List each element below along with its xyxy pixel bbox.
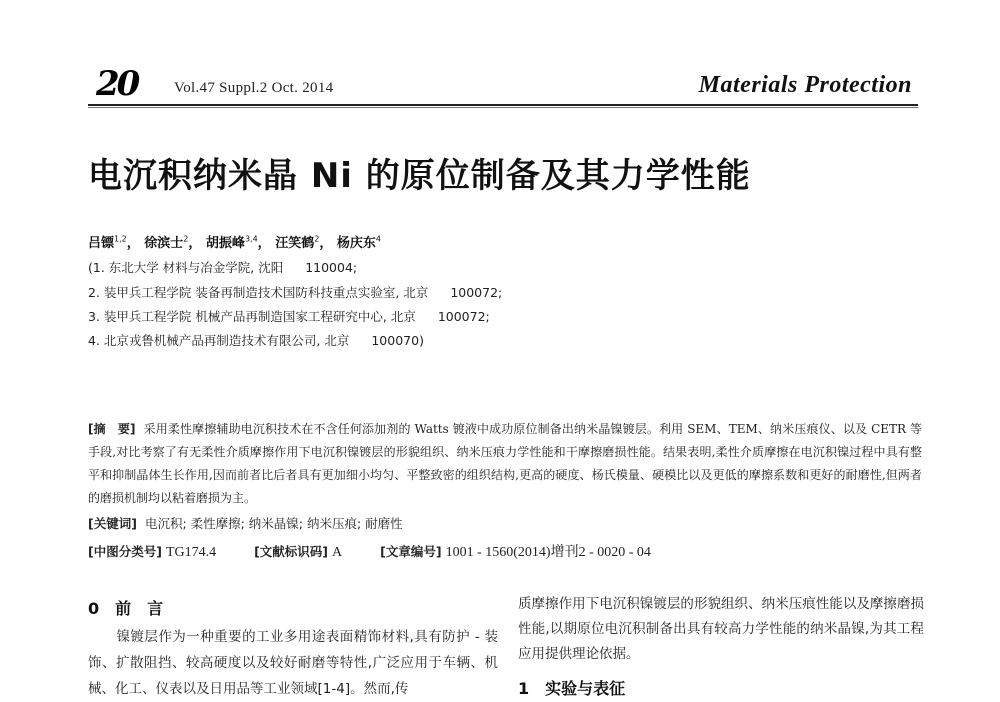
- author-superscript: 2: [183, 234, 189, 244]
- section-title: 实验与表征: [545, 679, 626, 698]
- body-text-left: [88, 624, 498, 702]
- author-list: 吕镖$^{1,2}$， 徐滨士$^2$， 胡振峰$^{3,4}$， 汪笑鹤$^2$， 杨庆东$^4$: [88, 234, 381, 251]
- abstract-text: 采用柔性摩擦辅助电沉积技术在不含任何添加剂的 Watts 镀液中成功原位制备出纳米晶镍镀层。利用 SEM、TEM、纳米压痕仪、以及 CETR 等手段,对比考察了有无柔性介质摩擦作用下电沉积镍镀层的形貌组织、纳米压痕力学性能和干摩擦磨损性能。结果表明,柔性介质摩擦在电沉积镍过程中具有整平和抑制晶体生长作用,因而前者比后者具有更加细小均匀、平整致密的组织结构,更高的硬度、杨氏模量、硬模比以及更低的摩擦系数和更好的耐磨性,但两者的磨损机制均以粘着磨损为主。: [88, 422, 922, 505]
- author: 吕镖: [88, 236, 115, 251]
- page-header: [88, 62, 918, 106]
- article-number-value: 1001 - 1560(2014)增刊2 - 0020 - 04: [445, 545, 651, 560]
- affiliation-text: (1. 东北大学 材料与冶金学院, 沈阳: [88, 260, 284, 275]
- abstract: [88, 418, 922, 510]
- affiliation: [88, 258, 357, 276]
- section-title: 前 言: [115, 599, 164, 618]
- author-superscript: 1,2: [114, 234, 127, 244]
- affiliation: [88, 331, 424, 349]
- journal-name: Materials Protection: [698, 72, 912, 98]
- postal-code: 100070): [371, 333, 424, 348]
- affiliation: [88, 307, 490, 325]
- author-superscript: 3,4: [244, 234, 258, 244]
- author: 杨庆东: [336, 236, 376, 251]
- affiliation-text: 4. 北京戎鲁机械产品再制造技术有限公司, 北京: [88, 333, 350, 348]
- clc-value: TG174.4: [165, 545, 217, 560]
- page-number: 20: [96, 64, 138, 104]
- doc-code-value: A: [332, 545, 343, 560]
- author: 徐滨士: [144, 236, 184, 251]
- affiliation-text: 2. 装甲兵工程学院 装备再制造技术国防科技重点实验室, 北京: [88, 285, 429, 300]
- article-number-label: [文章编号]: [380, 544, 442, 559]
- keywords-text: 电沉积; 柔性摩擦; 纳米晶镍; 纳米压痕; 耐磨性: [144, 516, 403, 531]
- volume-info: Vol.47 Suppl.2 Oct. 2014: [174, 80, 334, 96]
- author-superscript: 4: [375, 234, 381, 244]
- header-rule-thin: [88, 107, 918, 108]
- author: 胡振峰: [205, 236, 245, 251]
- section-heading: [88, 596, 163, 619]
- clc-label: [中图分类号]: [88, 544, 162, 559]
- abstract-label: [摘 要]: [88, 422, 136, 436]
- section-heading: [518, 676, 625, 699]
- section-number: 1: [518, 679, 530, 698]
- postal-code: 100072;: [450, 285, 503, 300]
- paragraph: 质摩擦作用下电沉积镍镀层的形貌组织、纳米压痕性能以及摩擦磨损性能,以期原位电沉积制备出具有较高力学性能的纳米晶镍,为其工程应用提供理论依据。: [518, 596, 924, 662]
- section-number: 0: [88, 599, 100, 618]
- author-superscript: 2: [314, 234, 320, 244]
- postal-code: 110004;: [305, 260, 358, 275]
- author: 汪笑鹤: [275, 236, 315, 251]
- doc-code-label: [文献标识码]: [254, 544, 329, 559]
- body-text-right: [518, 592, 924, 667]
- classification-line: [88, 541, 651, 561]
- paragraph: 镍镀层作为一种重要的工业多用途表面精饰材料,具有防护 - 装饰、扩散阻挡、较高硬度以及较好耐磨等特性,广泛应用于车辆、机械、化工、仪表以及日用品等工业领域[1-4]。然而,传: [88, 629, 498, 697]
- keywords: [88, 514, 403, 532]
- affiliation-text: 3. 装甲兵工程学院 机械产品再制造国家工程研究中心, 北京: [88, 309, 416, 324]
- keywords-label: [关键词]: [88, 516, 137, 531]
- article-title: 电沉积纳米晶 Ni 的原位制备及其力学性能: [88, 156, 751, 196]
- postal-code: 100072;: [437, 309, 490, 324]
- header-rule: [88, 104, 918, 106]
- affiliation: [88, 283, 502, 301]
